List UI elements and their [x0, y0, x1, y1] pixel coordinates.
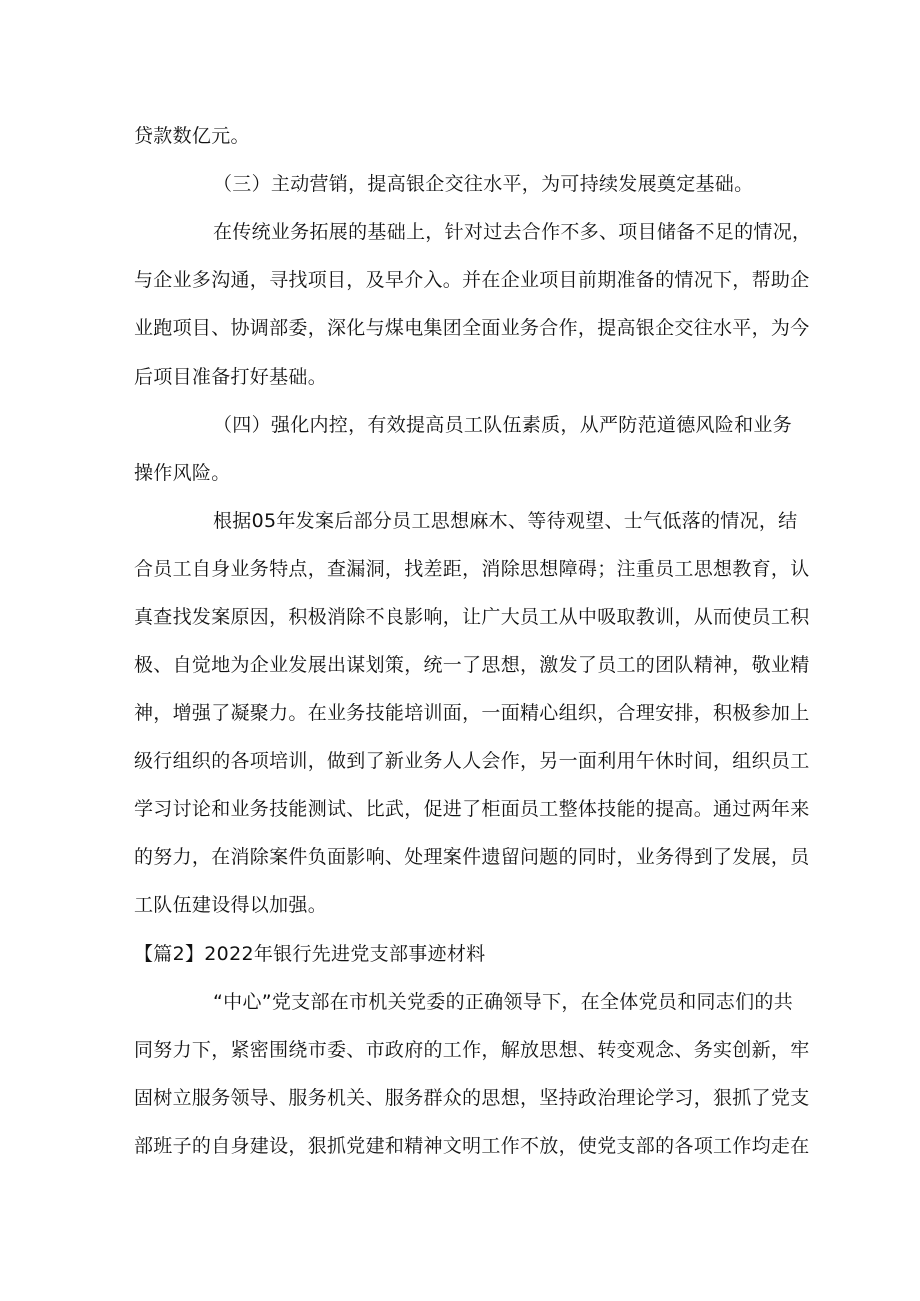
- paragraph-line: 在传统业务拓展的基础上，针对过去合作不多、项目储备不足的情况，: [213, 221, 812, 243]
- paragraph-line: “中心”党支部在市机关党委的正确领导下，在全体党员和同志们的共: [213, 991, 793, 1013]
- paragraph-line: 的努力，在消除案件负面影响、处理案件遗留问题的同时，业务得到了发展，员: [134, 846, 810, 868]
- paragraph-line: 后项目准备打好基础。: [134, 366, 328, 388]
- section-heading-3: （三）主动营销，提高银企交往水平，为可持续发展奠定基础。: [213, 173, 754, 195]
- paragraph-line: 工队伍建设得以加强。: [134, 894, 328, 916]
- paragraph-line: 学习讨论和业务技能测试、比武，促进了柜面员工整体技能的提高。通过两年来: [134, 798, 810, 820]
- paragraph-line: 同努力下，紧密围绕市委、市政府的工作，解放思想、转变观念、务实创新，牢: [134, 1039, 810, 1061]
- paragraph-line: 部班子的自身建设，狠抓党建和精神文明工作不放，使党支部的各项工作均走在: [134, 1135, 810, 1157]
- paragraph-line: 神，增强了凝聚力。在业务技能培训面，一面精心组织，合理安排，积极参加上: [134, 702, 810, 724]
- section-heading-4: （四）强化内控，有效提高员工队伍素质，从严防范道德风险和业务: [213, 414, 793, 436]
- paragraph-line: 根据05年发案后部分员工思想麻木、等待观望、士气低落的情况，结: [213, 510, 798, 532]
- paragraph-line: 级行组织的各项培训，做到了新业务人人会作，另一面利用午休时间，组织员工: [134, 750, 810, 772]
- paragraph-line: 固树立服务领导、服务机关、服务群众的思想，坚持政治理论学习，狠抓了党支: [134, 1087, 810, 1109]
- paragraph-line: 操作风险。: [134, 462, 231, 484]
- paragraph-line: 真查找发案原因，积极消除不良影响，让广大员工从中吸取教训，从而使员工积: [134, 606, 810, 628]
- paragraph-line: 极、自觉地为企业发展出谋划策，统一了思想，激发了员工的团队精神，敬业精: [134, 654, 810, 676]
- paragraph-line: 贷款数亿元。: [134, 125, 250, 147]
- paragraph-line: 业跑项目、协调部委，深化与煤电集团全面业务合作，提高银企交往水平，为今: [134, 317, 810, 339]
- paragraph-line: 与企业多沟通，寻找项目，及早介入。并在企业项目前期准备的情况下，帮助企: [134, 269, 810, 291]
- article-title: 【篇2】2022年银行先进党支部事迹材料: [134, 943, 486, 965]
- paragraph-line: 合员工自身业务特点，查漏洞，找差距，消除思想障碍；注重员工思想教育，认: [134, 558, 810, 580]
